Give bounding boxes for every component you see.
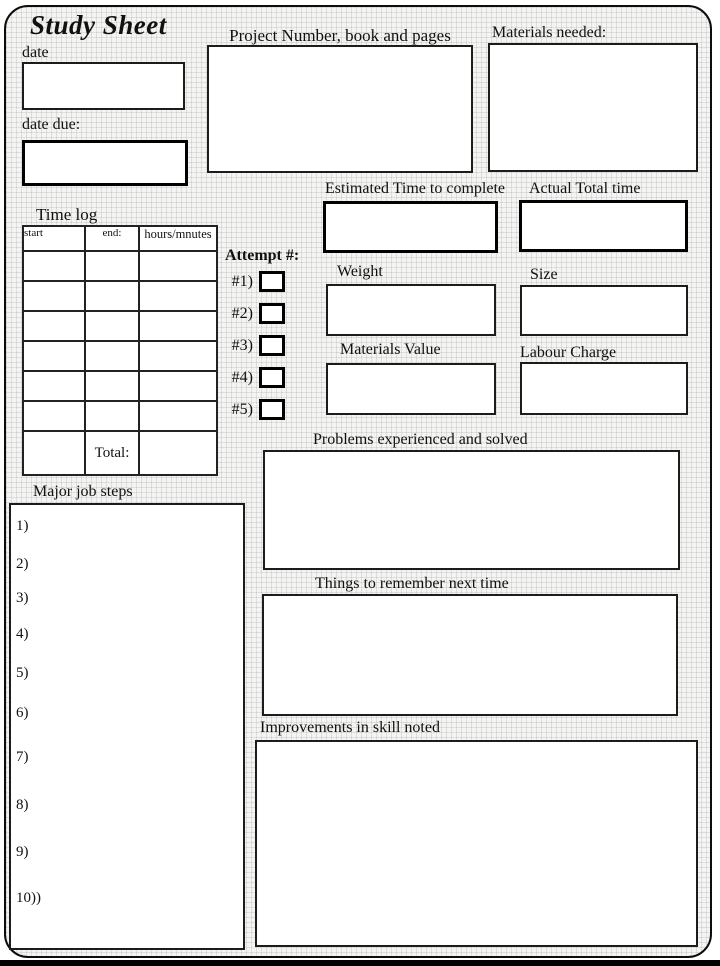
time-log-row <box>23 371 217 401</box>
labour-charge-field[interactable] <box>520 362 688 415</box>
step-number: 4) <box>16 626 29 642</box>
time-log-cell[interactable] <box>85 251 139 281</box>
attempts-title: Attempt #: <box>225 247 300 264</box>
things-to-remember-label: Things to remember next time <box>315 575 509 592</box>
time-log-cell[interactable] <box>23 371 85 401</box>
time-log-row <box>23 341 217 371</box>
time-log-cell[interactable] <box>23 251 85 281</box>
step-number: 10)) <box>16 890 41 906</box>
problems-field[interactable] <box>263 450 680 570</box>
time-log-header-row <box>23 226 217 251</box>
actual-time-label: Actual Total time <box>529 180 641 197</box>
time-log-row <box>23 281 217 311</box>
time-log-cell[interactable] <box>139 401 217 431</box>
time-log-cell[interactable] <box>23 281 85 311</box>
attempt-row <box>225 367 285 388</box>
date-due-field[interactable] <box>22 140 188 186</box>
size-label: Size <box>530 266 558 283</box>
time-log-total-label: Total: <box>85 431 139 475</box>
attempt-row <box>225 399 285 420</box>
materials-value-label: Materials Value <box>340 341 441 358</box>
step-number: 2) <box>16 556 29 572</box>
time-log-cell[interactable] <box>139 311 217 341</box>
time-log-title: Time log <box>36 205 98 224</box>
attempt-4-label: #4) <box>231 368 253 386</box>
attempt-5-label: #5) <box>231 400 253 418</box>
time-log-col-end: end: <box>85 226 139 251</box>
improvements-field[interactable] <box>255 740 698 947</box>
time-log-cell[interactable] <box>85 341 139 371</box>
date-field[interactable] <box>22 62 185 110</box>
time-log-col-start: start <box>23 226 85 251</box>
estimated-time-label: Estimated Time to complete <box>325 180 505 197</box>
time-log-row <box>23 311 217 341</box>
attempt-2-checkbox[interactable] <box>259 303 285 324</box>
attempt-4-checkbox[interactable] <box>259 367 285 388</box>
time-log-table <box>22 225 218 476</box>
project-number-label: Project Number, book and pages <box>229 26 451 45</box>
materials-needed-field[interactable] <box>488 43 698 172</box>
step-number: 7) <box>16 749 29 765</box>
attempt-row <box>225 335 285 356</box>
time-log-cell[interactable] <box>23 341 85 371</box>
improvements-label: Improvements in skill noted <box>260 719 440 736</box>
time-log-cell[interactable] <box>139 371 217 401</box>
time-log-cell[interactable] <box>23 401 85 431</box>
weight-field[interactable] <box>326 284 496 336</box>
materials-value-field[interactable] <box>326 363 496 415</box>
date-due-label: date due: <box>22 116 81 133</box>
materials-needed-label: Materials needed: <box>492 24 607 41</box>
attempt-row <box>225 303 285 324</box>
time-log-col-hours: hours/mnutes <box>139 226 217 251</box>
attempt-3-checkbox[interactable] <box>259 335 285 356</box>
weight-label: Weight <box>337 263 383 280</box>
time-log-cell[interactable] <box>23 431 85 475</box>
step-number: 3) <box>16 590 29 606</box>
labour-charge-label: Labour Charge <box>520 344 617 361</box>
time-log-cell[interactable] <box>23 311 85 341</box>
date-label: date <box>22 44 49 61</box>
step-number: 1) <box>16 518 29 534</box>
time-log-cell[interactable] <box>85 281 139 311</box>
time-log-cell[interactable] <box>139 281 217 311</box>
time-log-cell[interactable] <box>139 251 217 281</box>
time-log-cell[interactable] <box>85 371 139 401</box>
attempts-section <box>225 247 305 427</box>
major-job-steps-field[interactable] <box>9 503 245 950</box>
time-log-cell[interactable] <box>139 341 217 371</box>
page-title: Study Sheet <box>30 10 167 40</box>
time-log-cell[interactable] <box>85 311 139 341</box>
problems-label: Problems experienced and solved <box>313 431 528 448</box>
things-to-remember-field[interactable] <box>262 594 678 716</box>
estimated-time-field[interactable] <box>323 201 498 253</box>
major-job-steps-label: Major job steps <box>33 483 133 500</box>
time-log-cell[interactable] <box>85 401 139 431</box>
time-log-row <box>23 251 217 281</box>
step-number: 9) <box>16 844 29 860</box>
attempt-1-checkbox[interactable] <box>259 271 285 292</box>
time-log-total-value-cell[interactable] <box>139 431 217 475</box>
attempt-5-checkbox[interactable] <box>259 399 285 420</box>
time-log-total-row <box>23 431 217 475</box>
attempt-2-label: #2) <box>231 304 253 322</box>
project-number-field[interactable] <box>207 45 473 173</box>
actual-time-field[interactable] <box>519 200 688 252</box>
attempt-row <box>225 271 285 292</box>
attempt-3-label: #3) <box>231 336 253 354</box>
attempt-1-label: #1) <box>231 272 253 290</box>
step-number: 8) <box>16 797 29 813</box>
time-log-row <box>23 401 217 431</box>
page-bottom-edge <box>0 960 720 966</box>
size-field[interactable] <box>520 285 688 336</box>
step-number: 5) <box>16 665 29 681</box>
step-number: 6) <box>16 705 29 721</box>
